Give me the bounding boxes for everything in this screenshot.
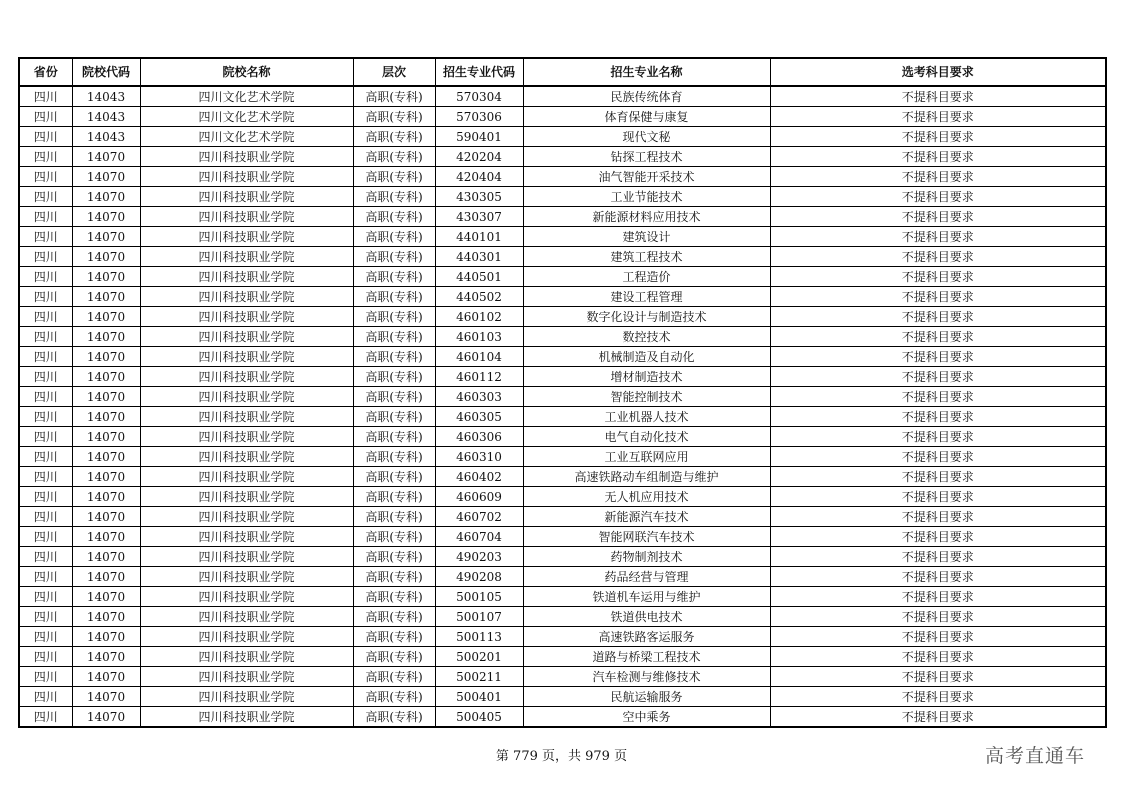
table-row	[19, 607, 1106, 627]
cell-school-name: 四川科技职业学院	[140, 367, 353, 387]
header-province: 省份	[19, 58, 72, 86]
cell-major-code: 460702	[435, 507, 523, 527]
cell-school-name: 四川科技职业学院	[140, 467, 353, 487]
cell-school-name: 四川科技职业学院	[140, 167, 353, 187]
cell-school-code: 14070	[72, 267, 140, 287]
cell-province: 四川	[19, 227, 72, 247]
cell-subject-requirement: 不提科目要求	[770, 527, 1106, 547]
cell-school-code: 14070	[72, 287, 140, 307]
table-body	[19, 86, 1106, 727]
cell-major-code: 460102	[435, 307, 523, 327]
cell-province: 四川	[19, 527, 72, 547]
cell-school-name: 四川文化艺术学院	[140, 107, 353, 127]
table-row	[19, 287, 1106, 307]
cell-level: 高职(专科)	[353, 307, 435, 327]
table-row	[19, 307, 1106, 327]
cell-province: 四川	[19, 547, 72, 567]
cell-subject-requirement: 不提科目要求	[770, 587, 1106, 607]
cell-major-name: 新能源汽车技术	[523, 507, 770, 527]
cell-school-code: 14070	[72, 667, 140, 687]
cell-school-code: 14070	[72, 447, 140, 467]
watermark-logo: 高考直通车	[985, 745, 1086, 767]
table-row	[19, 86, 1106, 107]
cell-major-name: 空中乘务	[523, 707, 770, 728]
cell-major-code: 440101	[435, 227, 523, 247]
table-row	[19, 447, 1106, 467]
cell-school-code: 14070	[72, 567, 140, 587]
cell-major-code: 460305	[435, 407, 523, 427]
cell-subject-requirement: 不提科目要求	[770, 627, 1106, 647]
cell-school-name: 四川科技职业学院	[140, 447, 353, 467]
cell-province: 四川	[19, 86, 72, 107]
cell-level: 高职(专科)	[353, 607, 435, 627]
cell-school-code: 14070	[72, 487, 140, 507]
cell-level: 高职(专科)	[353, 447, 435, 467]
cell-major-name: 体育保健与康复	[523, 107, 770, 127]
cell-school-code: 14070	[72, 647, 140, 667]
cell-province: 四川	[19, 627, 72, 647]
cell-school-name: 四川科技职业学院	[140, 387, 353, 407]
page-number: 第 779 页，共 979 页	[495, 749, 628, 764]
header-level: 层次	[353, 58, 435, 86]
cell-major-name: 电气自动化技术	[523, 427, 770, 447]
cell-school-code: 14070	[72, 527, 140, 547]
cell-major-name: 建设工程管理	[523, 287, 770, 307]
cell-major-code: 500401	[435, 687, 523, 707]
cell-province: 四川	[19, 147, 72, 167]
cell-school-code: 14070	[72, 707, 140, 728]
cell-level: 高职(专科)	[353, 207, 435, 227]
table-row	[19, 127, 1106, 147]
cell-major-name: 机械制造及自动化	[523, 347, 770, 367]
cell-subject-requirement: 不提科目要求	[770, 707, 1106, 728]
table-row	[19, 187, 1106, 207]
cell-level: 高职(专科)	[353, 387, 435, 407]
table-row	[19, 327, 1106, 347]
cell-subject-requirement: 不提科目要求	[770, 467, 1106, 487]
cell-province: 四川	[19, 267, 72, 287]
cell-major-name: 无人机应用技术	[523, 487, 770, 507]
cell-major-name: 现代文秘	[523, 127, 770, 147]
cell-school-name: 四川科技职业学院	[140, 507, 353, 527]
table-row	[19, 587, 1106, 607]
cell-subject-requirement: 不提科目要求	[770, 367, 1106, 387]
cell-school-name: 四川科技职业学院	[140, 327, 353, 347]
cell-subject-requirement: 不提科目要求	[770, 107, 1106, 127]
cell-school-name: 四川科技职业学院	[140, 667, 353, 687]
cell-school-code: 14070	[72, 407, 140, 427]
table-row	[19, 227, 1106, 247]
admission-table	[18, 57, 1107, 728]
header-subject-requirement: 选考科目要求	[770, 58, 1106, 86]
table-row	[19, 367, 1106, 387]
cell-school-name: 四川科技职业学院	[140, 307, 353, 327]
cell-school-name: 四川科技职业学院	[140, 547, 353, 567]
cell-province: 四川	[19, 387, 72, 407]
cell-level: 高职(专科)	[353, 247, 435, 267]
table-row	[19, 687, 1106, 707]
cell-major-code: 440301	[435, 247, 523, 267]
table-row	[19, 567, 1106, 587]
cell-subject-requirement: 不提科目要求	[770, 247, 1106, 267]
cell-level: 高职(专科)	[353, 367, 435, 387]
cell-level: 高职(专科)	[353, 227, 435, 247]
cell-school-code: 14070	[72, 247, 140, 267]
table-row	[19, 167, 1106, 187]
cell-major-name: 民族传统体育	[523, 86, 770, 107]
cell-province: 四川	[19, 307, 72, 327]
cell-school-code: 14070	[72, 467, 140, 487]
table-row	[19, 627, 1106, 647]
cell-school-name: 四川科技职业学院	[140, 407, 353, 427]
cell-major-code: 440502	[435, 287, 523, 307]
cell-level: 高职(专科)	[353, 687, 435, 707]
cell-major-code: 460112	[435, 367, 523, 387]
cell-major-name: 道路与桥梁工程技术	[523, 647, 770, 667]
table-row	[19, 487, 1106, 507]
cell-province: 四川	[19, 187, 72, 207]
cell-subject-requirement: 不提科目要求	[770, 647, 1106, 667]
cell-school-code: 14070	[72, 367, 140, 387]
cell-subject-requirement: 不提科目要求	[770, 167, 1106, 187]
cell-major-code: 460104	[435, 347, 523, 367]
cell-province: 四川	[19, 667, 72, 687]
cell-level: 高职(专科)	[353, 647, 435, 667]
cell-major-name: 高速铁路客运服务	[523, 627, 770, 647]
cell-province: 四川	[19, 507, 72, 527]
cell-major-code: 500113	[435, 627, 523, 647]
cell-major-code: 500107	[435, 607, 523, 627]
cell-school-code: 14070	[72, 547, 140, 567]
table-row	[19, 207, 1106, 227]
cell-major-code: 570304	[435, 86, 523, 107]
cell-province: 四川	[19, 247, 72, 267]
cell-subject-requirement: 不提科目要求	[770, 427, 1106, 447]
cell-major-name: 建筑设计	[523, 227, 770, 247]
cell-school-code: 14070	[72, 147, 140, 167]
cell-province: 四川	[19, 647, 72, 667]
cell-school-code: 14070	[72, 167, 140, 187]
cell-school-code: 14043	[72, 107, 140, 127]
cell-level: 高职(专科)	[353, 567, 435, 587]
cell-major-code: 460103	[435, 327, 523, 347]
cell-level: 高职(专科)	[353, 507, 435, 527]
cell-major-name: 工程造价	[523, 267, 770, 287]
cell-major-name: 药物制剂技术	[523, 547, 770, 567]
cell-subject-requirement: 不提科目要求	[770, 387, 1106, 407]
table-row	[19, 647, 1106, 667]
cell-major-name: 药品经营与管理	[523, 567, 770, 587]
cell-major-code: 460704	[435, 527, 523, 547]
cell-level: 高职(专科)	[353, 267, 435, 287]
cell-subject-requirement: 不提科目要求	[770, 667, 1106, 687]
cell-subject-requirement: 不提科目要求	[770, 607, 1106, 627]
cell-subject-requirement: 不提科目要求	[770, 507, 1106, 527]
table-row	[19, 407, 1106, 427]
cell-province: 四川	[19, 467, 72, 487]
cell-level: 高职(专科)	[353, 327, 435, 347]
cell-level: 高职(专科)	[353, 487, 435, 507]
cell-major-code: 490208	[435, 567, 523, 587]
cell-major-name: 智能控制技术	[523, 387, 770, 407]
cell-school-code: 14070	[72, 627, 140, 647]
cell-school-code: 14070	[72, 607, 140, 627]
header-major-code: 招生专业代码	[435, 58, 523, 86]
cell-major-name: 工业节能技术	[523, 187, 770, 207]
cell-subject-requirement: 不提科目要求	[770, 187, 1106, 207]
cell-school-code: 14070	[72, 587, 140, 607]
cell-level: 高职(专科)	[353, 407, 435, 427]
cell-major-name: 数字化设计与制造技术	[523, 307, 770, 327]
cell-province: 四川	[19, 207, 72, 227]
table-row	[19, 527, 1106, 547]
cell-school-code: 14070	[72, 427, 140, 447]
cell-major-code: 460402	[435, 467, 523, 487]
cell-school-name: 四川科技职业学院	[140, 427, 353, 447]
cell-school-name: 四川科技职业学院	[140, 287, 353, 307]
cell-school-name: 四川科技职业学院	[140, 687, 353, 707]
cell-school-name: 四川科技职业学院	[140, 487, 353, 507]
cell-major-code: 500105	[435, 587, 523, 607]
cell-level: 高职(专科)	[353, 86, 435, 107]
cell-major-code: 500201	[435, 647, 523, 667]
table-row	[19, 347, 1106, 367]
cell-province: 四川	[19, 127, 72, 147]
cell-school-code: 14070	[72, 387, 140, 407]
cell-school-code: 14070	[72, 347, 140, 367]
cell-major-code: 460609	[435, 487, 523, 507]
cell-major-name: 工业互联网应用	[523, 447, 770, 467]
cell-school-name: 四川科技职业学院	[140, 227, 353, 247]
cell-major-code: 430305	[435, 187, 523, 207]
cell-subject-requirement: 不提科目要求	[770, 86, 1106, 107]
header-major-name: 招生专业名称	[523, 58, 770, 86]
cell-major-code: 490203	[435, 547, 523, 567]
cell-subject-requirement: 不提科目要求	[770, 307, 1106, 327]
cell-level: 高职(专科)	[353, 707, 435, 728]
cell-major-code: 420404	[435, 167, 523, 187]
cell-major-name: 铁道供电技术	[523, 607, 770, 627]
cell-subject-requirement: 不提科目要求	[770, 487, 1106, 507]
cell-province: 四川	[19, 287, 72, 307]
cell-school-name: 四川科技职业学院	[140, 567, 353, 587]
cell-major-name: 建筑工程技术	[523, 247, 770, 267]
table-row	[19, 427, 1106, 447]
cell-major-code: 420204	[435, 147, 523, 167]
cell-school-code: 14070	[72, 307, 140, 327]
cell-level: 高职(专科)	[353, 627, 435, 647]
cell-province: 四川	[19, 347, 72, 367]
cell-major-code: 500405	[435, 707, 523, 728]
cell-school-name: 四川科技职业学院	[140, 247, 353, 267]
cell-school-code: 14070	[72, 227, 140, 247]
table-header-row	[19, 58, 1106, 86]
cell-province: 四川	[19, 407, 72, 427]
cell-school-name: 四川科技职业学院	[140, 647, 353, 667]
cell-school-name: 四川科技职业学院	[140, 347, 353, 367]
cell-major-code: 590401	[435, 127, 523, 147]
cell-school-code: 14043	[72, 86, 140, 107]
header-school-code: 院校代码	[72, 58, 140, 86]
cell-school-code: 14070	[72, 207, 140, 227]
cell-subject-requirement: 不提科目要求	[770, 147, 1106, 167]
cell-level: 高职(专科)	[353, 347, 435, 367]
cell-province: 四川	[19, 447, 72, 467]
cell-school-name: 四川科技职业学院	[140, 187, 353, 207]
table-row	[19, 107, 1106, 127]
cell-school-name: 四川科技职业学院	[140, 707, 353, 728]
cell-school-name: 四川文化艺术学院	[140, 127, 353, 147]
table-row	[19, 267, 1106, 287]
cell-major-name: 油气智能开采技术	[523, 167, 770, 187]
cell-level: 高职(专科)	[353, 527, 435, 547]
cell-school-code: 14070	[72, 327, 140, 347]
cell-major-name: 高速铁路动车组制造与维护	[523, 467, 770, 487]
cell-province: 四川	[19, 107, 72, 127]
cell-province: 四川	[19, 487, 72, 507]
cell-school-name: 四川科技职业学院	[140, 627, 353, 647]
cell-subject-requirement: 不提科目要求	[770, 447, 1106, 467]
cell-subject-requirement: 不提科目要求	[770, 687, 1106, 707]
cell-subject-requirement: 不提科目要求	[770, 567, 1106, 587]
cell-major-code: 460303	[435, 387, 523, 407]
cell-province: 四川	[19, 427, 72, 447]
cell-province: 四川	[19, 707, 72, 728]
cell-school-name: 四川科技职业学院	[140, 207, 353, 227]
cell-level: 高职(专科)	[353, 667, 435, 687]
cell-level: 高职(专科)	[353, 107, 435, 127]
cell-major-name: 铁道机车运用与维护	[523, 587, 770, 607]
table-row	[19, 387, 1106, 407]
cell-major-name: 民航运输服务	[523, 687, 770, 707]
table-row	[19, 707, 1106, 728]
cell-major-name: 增材制造技术	[523, 367, 770, 387]
cell-province: 四川	[19, 567, 72, 587]
cell-major-code: 500211	[435, 667, 523, 687]
cell-school-code: 14070	[72, 507, 140, 527]
cell-level: 高职(专科)	[353, 187, 435, 207]
cell-subject-requirement: 不提科目要求	[770, 227, 1106, 247]
table-row	[19, 507, 1106, 527]
cell-subject-requirement: 不提科目要求	[770, 287, 1106, 307]
cell-level: 高职(专科)	[353, 147, 435, 167]
cell-school-name: 四川科技职业学院	[140, 527, 353, 547]
cell-level: 高职(专科)	[353, 287, 435, 307]
table-row	[19, 147, 1106, 167]
header-school-name: 院校名称	[140, 58, 353, 86]
cell-level: 高职(专科)	[353, 467, 435, 487]
cell-subject-requirement: 不提科目要求	[770, 347, 1106, 367]
table-row	[19, 247, 1106, 267]
cell-major-name: 数控技术	[523, 327, 770, 347]
cell-school-code: 14070	[72, 687, 140, 707]
cell-subject-requirement: 不提科目要求	[770, 207, 1106, 227]
cell-province: 四川	[19, 327, 72, 347]
cell-major-code: 440501	[435, 267, 523, 287]
cell-major-code: 460306	[435, 427, 523, 447]
cell-school-name: 四川文化艺术学院	[140, 86, 353, 107]
cell-major-name: 工业机器人技术	[523, 407, 770, 427]
cell-province: 四川	[19, 587, 72, 607]
cell-level: 高职(专科)	[353, 547, 435, 567]
cell-major-name: 钻探工程技术	[523, 147, 770, 167]
cell-major-name: 智能网联汽车技术	[523, 527, 770, 547]
cell-school-name: 四川科技职业学院	[140, 267, 353, 287]
cell-level: 高职(专科)	[353, 587, 435, 607]
cell-major-code: 430307	[435, 207, 523, 227]
cell-level: 高职(专科)	[353, 167, 435, 187]
cell-province: 四川	[19, 607, 72, 627]
cell-school-name: 四川科技职业学院	[140, 607, 353, 627]
cell-province: 四川	[19, 167, 72, 187]
cell-school-name: 四川科技职业学院	[140, 147, 353, 167]
cell-major-name: 新能源材料应用技术	[523, 207, 770, 227]
cell-major-code: 570306	[435, 107, 523, 127]
table-row	[19, 667, 1106, 687]
cell-subject-requirement: 不提科目要求	[770, 547, 1106, 567]
cell-province: 四川	[19, 367, 72, 387]
cell-major-code: 460310	[435, 447, 523, 467]
cell-school-code: 14070	[72, 187, 140, 207]
cell-level: 高职(专科)	[353, 127, 435, 147]
cell-school-code: 14043	[72, 127, 140, 147]
cell-subject-requirement: 不提科目要求	[770, 407, 1106, 427]
cell-subject-requirement: 不提科目要求	[770, 267, 1106, 287]
table-row	[19, 467, 1106, 487]
cell-major-name: 汽车检测与维修技术	[523, 667, 770, 687]
cell-school-name: 四川科技职业学院	[140, 587, 353, 607]
cell-province: 四川	[19, 687, 72, 707]
cell-subject-requirement: 不提科目要求	[770, 127, 1106, 147]
table-row	[19, 547, 1106, 567]
cell-subject-requirement: 不提科目要求	[770, 327, 1106, 347]
cell-level: 高职(专科)	[353, 427, 435, 447]
